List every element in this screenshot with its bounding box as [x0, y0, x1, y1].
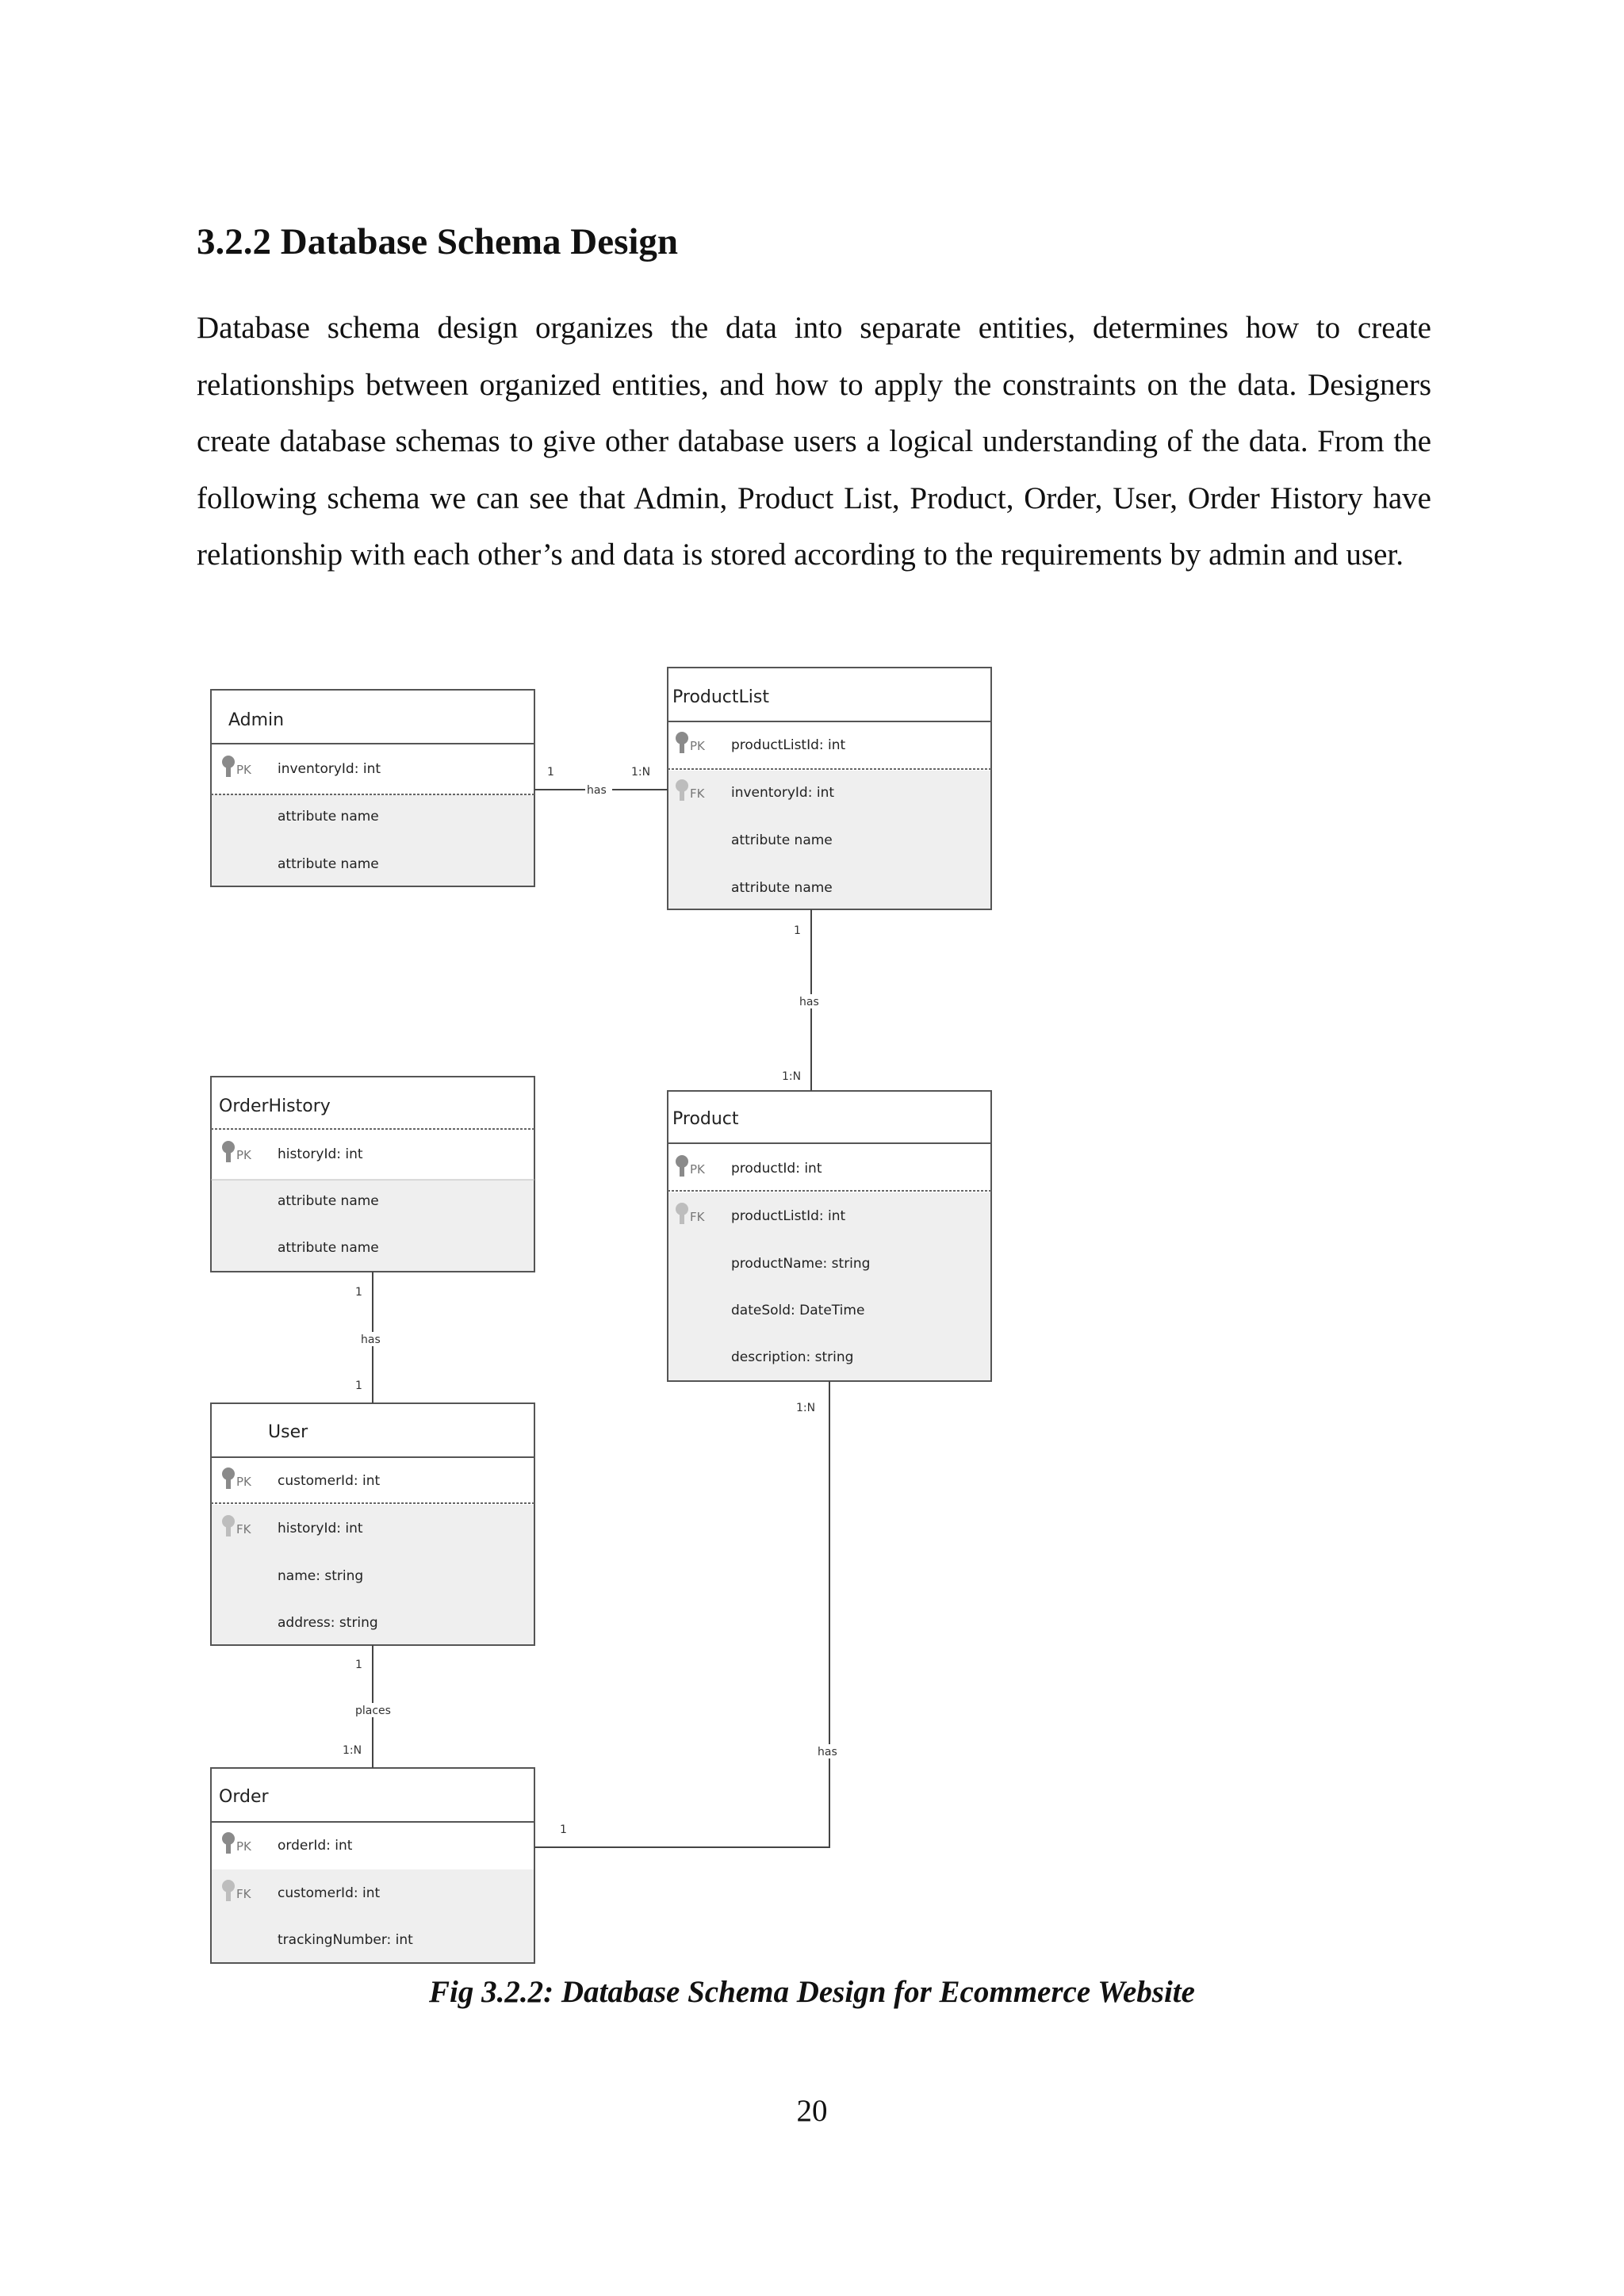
- cardinality-label: 1:N: [631, 766, 651, 779]
- cardinality-label: 1: [794, 924, 801, 937]
- relationship-orderhistory-user: [355, 1272, 386, 1403]
- cardinality-label: 1:N: [782, 1070, 802, 1083]
- orderhistory-pk-attribute: historyId: int: [278, 1146, 363, 1162]
- entity-user-title: User: [268, 1422, 308, 1442]
- admin-attribute-1: attribute name: [278, 809, 379, 825]
- order-pk-attribute: orderId: int: [278, 1838, 353, 1854]
- order-attribute-1: trackingNumber: int: [278, 1932, 413, 1948]
- product-attribute-1: productName: string: [731, 1256, 871, 1272]
- pk-label: PK: [236, 763, 251, 777]
- relationship-user-order: [343, 1645, 393, 1768]
- section-paragraph: Database schema design organizes the data into separate entities, determines how to create relationships between organized entities, and how to apply the constraints on the data. Designers create database schemas to give other database users a logical understanding of the data. From the following schema we can see that Admin, Product List, Product, Order, User, Order History have relationship with each other’s and data is stored according to the requirements by admin and user.: [197, 311, 1431, 572]
- cardinality-label: 1:N: [796, 1402, 816, 1414]
- cardinality-label: 1: [547, 766, 554, 779]
- admin-attribute-2: attribute name: [278, 856, 379, 872]
- fk-label: FK: [690, 786, 705, 801]
- entity-admin: [211, 690, 534, 886]
- order-fk-attribute: customerId: int: [278, 1885, 381, 1901]
- productlist-attribute-1: attribute name: [731, 832, 833, 848]
- product-pk-attribute: productId: int: [731, 1161, 822, 1177]
- entity-orderhistory-title: OrderHistory: [219, 1096, 331, 1116]
- entity-productlist: [668, 668, 991, 909]
- entity-order-title: Order: [219, 1787, 269, 1807]
- entity-productlist-title: ProductList: [672, 687, 769, 707]
- user-attribute-2: address: string: [278, 1615, 378, 1631]
- relationship-productlist-product: [782, 909, 825, 1091]
- cardinality-label: 1: [355, 1286, 362, 1299]
- cardinality-label: 1:N: [343, 1744, 362, 1757]
- page-number: 20: [796, 2094, 828, 2128]
- cardinality-label: 1: [355, 1659, 362, 1671]
- pk-label: PK: [690, 739, 705, 753]
- relationship-verb: has: [587, 784, 607, 797]
- fk-label: FK: [236, 1522, 251, 1536]
- entity-admin-title: Admin: [228, 710, 285, 730]
- entity-order: [211, 1768, 534, 1963]
- pk-label: PK: [236, 1839, 251, 1854]
- product-attribute-3: description: string: [731, 1349, 854, 1365]
- productlist-attribute-2: attribute name: [731, 880, 833, 896]
- relationship-verb: has: [361, 1334, 381, 1346]
- entity-product: [668, 1091, 991, 1381]
- relationship-admin-productlist: [534, 766, 668, 797]
- cardinality-label: 1: [355, 1380, 362, 1392]
- product-attribute-2: dateSold: DateTime: [731, 1303, 865, 1318]
- user-attribute-1: name: string: [278, 1568, 364, 1584]
- admin-pk-attribute: inventoryId: int: [278, 761, 381, 777]
- user-pk-attribute: customerId: int: [278, 1473, 381, 1489]
- entity-orderhistory: [211, 1077, 534, 1272]
- pk-label: PK: [236, 1148, 251, 1162]
- section-heading: 3.2.2 Database Schema Design: [197, 221, 679, 262]
- pk-label: PK: [236, 1475, 251, 1489]
- productlist-fk-attribute: inventoryId: int: [731, 785, 835, 801]
- productlist-pk-attribute: productListId: int: [731, 737, 846, 753]
- relationship-verb: has: [799, 996, 819, 1008]
- fk-label: FK: [236, 1887, 251, 1901]
- fk-label: FK: [690, 1210, 705, 1224]
- figure-caption: Fig 3.2.2: Database Schema Design for Ecommerce Website: [429, 1975, 1195, 2009]
- relationship-product-order: [534, 1381, 844, 1847]
- entity-user: [211, 1403, 534, 1645]
- product-fk-attribute: productListId: int: [731, 1208, 846, 1224]
- pk-label: PK: [690, 1162, 705, 1177]
- relationship-verb: places: [355, 1705, 391, 1717]
- entity-product-title: Product: [672, 1109, 739, 1129]
- orderhistory-attribute-2: attribute name: [278, 1240, 379, 1256]
- orderhistory-attribute-1: attribute name: [278, 1193, 379, 1209]
- user-fk-attribute: historyId: int: [278, 1521, 363, 1536]
- relationship-verb: has: [818, 1746, 837, 1758]
- cardinality-label: 1: [560, 1823, 567, 1836]
